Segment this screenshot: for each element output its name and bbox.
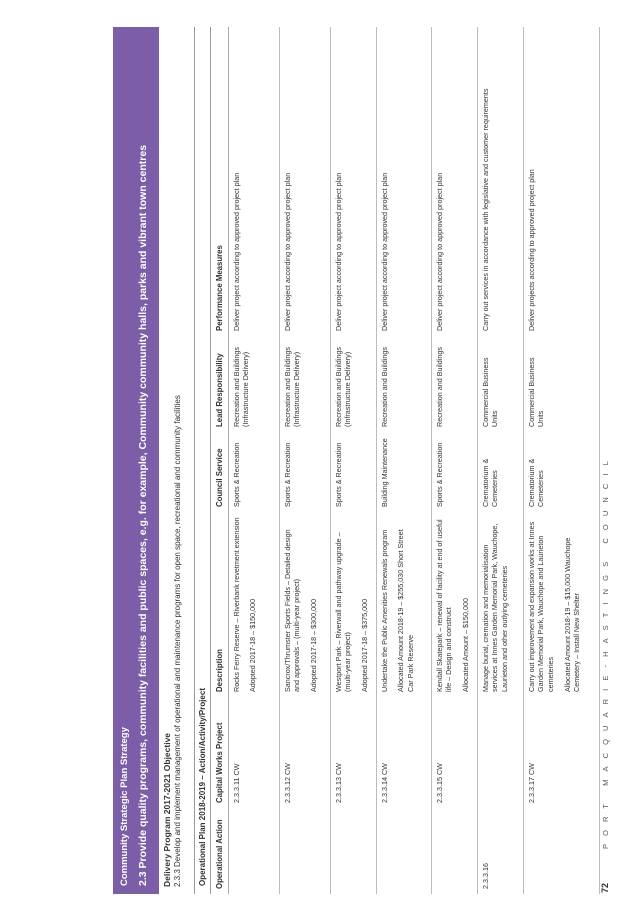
description-text: Rocks Ferry Reserve – Riverbank revetment extension [231,517,241,692]
footer-organisation: PORT MACQUARIE-HASTINGS COUNCIL [601,453,610,849]
table-row [330,27,376,894]
description-text: Undertake the Public Amenities Renewals program [379,529,389,692]
description-amount: Allocated Amount 2018-19 – $15,000 Wauchope Cemetery – Install New Shelter [562,537,582,692]
header-council-service: Council Service [213,432,228,512]
cell-service: Sports & Recreation [279,432,330,512]
cell-action [330,808,376,894]
table-row [279,27,330,894]
cell-action: 2.3.3.16 [477,808,523,894]
cell-lead: Recreation and Buildings (Infrastructure Delivery) [279,336,330,432]
description-text: Westport Park – Riverwall and pathway upgrade – (multi-year project) [333,532,353,692]
header-performance-measures: Performance Measures [213,27,228,336]
table-row [228,27,279,894]
banner-title: Community Strategic Plan Strategy [119,727,130,886]
table-row [523,27,599,894]
table-header-row [213,27,228,894]
cell-capital: 2.3.3.13 CW [330,697,376,808]
description-text: Kendall Skatepark – renewal of facility at end of useful life – Design and construct [434,519,454,692]
cell-lead: Recreation and Buildings [431,336,477,432]
cell-service: Sports & Recreation [431,432,477,512]
description-amount: Adopted 2017-18 – $150,000 [248,598,258,692]
cell-lead: Recreation and Buildings [376,336,431,432]
cell-measure: Deliver project according to approved project plan [330,27,376,336]
cell-action [523,808,599,894]
cell-measure: Carry out services in accordance with legislative and customer requirements [477,27,523,336]
description-text: Carry out improvement and expansion works at Innes Garden Memorial Park, Wauchope and Laurieton cemeteries [526,521,555,692]
cell-measure: Deliver project according to approved project plan [228,27,279,336]
cell-lead: Commercial Business Units [477,336,523,432]
cell-action [376,808,431,894]
cell-measure: Deliver project according to approved project plan [376,27,431,336]
cell-capital: 2.3.3.17 CW [523,697,599,808]
operational-plan-table [213,27,600,894]
cell-capital [477,697,523,808]
cell-action [279,808,330,894]
cell-service: Crematorium & Cemeteries [477,432,523,512]
cell-measure: Deliver project according to approved project plan [431,27,477,336]
cell-description [431,512,477,697]
description-amount: Adopted 2017-18 – $375,000 [359,598,369,692]
cell-lead: Recreation and Buildings (Infrastructure Delivery) [330,336,376,432]
description-amount: Adopted 2017-18 – $300,000 [308,598,318,692]
cell-lead: Commercial Business Units [523,336,599,432]
cell-service: Sports & Recreation [330,432,376,512]
cell-description [477,512,523,697]
description-text: Manage burial, cremation and memorialisation services at Innes Garden Memorial Park, Wauchope, Laurieton and other outlying cemeteries [480,523,509,692]
cell-description [330,512,376,697]
cell-service: Crematorium & Cemeteries [523,432,599,512]
cell-capital: 2.3.3.11 CW [228,697,279,808]
cell-capital: 2.3.3.15 CW [431,697,477,808]
header-operational-action: Operational Action [213,808,228,894]
description-amount: Allocated Amount 2018-19 – $255,030 Short Street Car Park Reserve [396,529,415,692]
operational-plan-heading [194,27,211,894]
cell-description [376,512,431,697]
cell-description [523,512,599,697]
banner-strategy: 2.3 Provide quality programs, community facilities and public spaces, e.g. for example, Community community halls, parks and vibrant town centres [137,144,149,886]
header-lead-responsibility: Lead Responsibility [213,336,228,432]
table-row [477,27,523,894]
delivery-program-title: Delivery Program 2017-2021 Objective [162,732,172,887]
operational-plan-title: Operational Plan 2018-2019 – Action/Activity/Project [198,688,207,886]
delivery-program-objective: 2.3.3 Develop and implement management of operational and maintenance programs for open space, recreational and community facilities [173,395,182,887]
header-capital-works: Capital Works Project [213,697,228,808]
description-text: Sancrox/Thrumster Sports Fields – Detailed design and approvals – (multi-year project) [282,529,302,692]
cell-action [431,808,477,894]
cell-service: Sports & Recreation [228,432,279,512]
cell-lead: Recreation and Buildings (Infrastructure Delivery) [228,336,279,432]
cell-capital: 2.3.3.12 CW [279,697,330,808]
description-amount: Allocated Amount – $150,000 [460,598,470,692]
cell-measure: Deliver project according to approved project plan [279,27,330,336]
cell-description [228,512,279,697]
page-number: 72 [600,882,610,893]
table-row [431,27,477,894]
cell-action [228,808,279,894]
header-description: Description [213,512,228,697]
table-row [376,27,431,894]
cell-service: Building Maintenance [376,432,431,512]
strategy-banner [113,27,159,894]
cell-description [279,512,330,697]
cell-capital: 2.3.3.14 CW [376,697,431,808]
cell-measure: Deliver projects according to approved project plan [523,27,599,336]
